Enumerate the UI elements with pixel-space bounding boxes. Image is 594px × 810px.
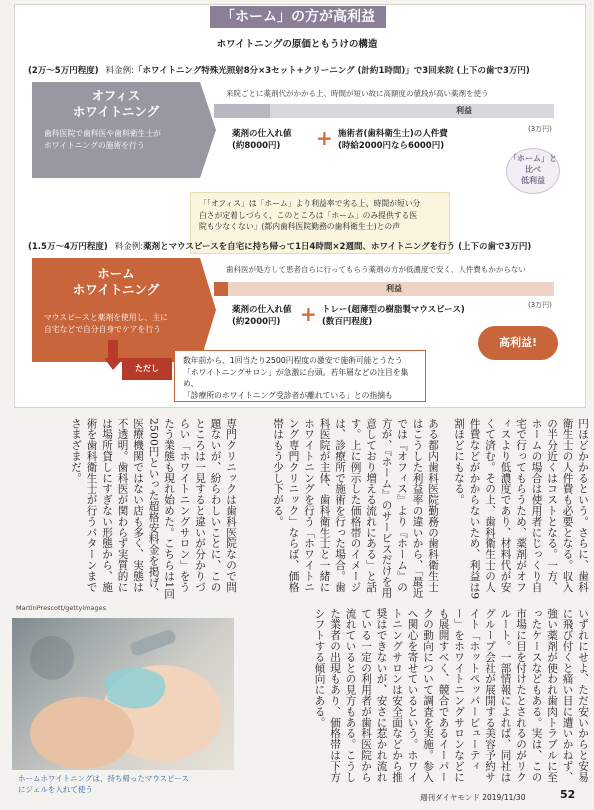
article-paragraph: いずれにせよ、ただ安いからと安易に飛び付くと痛い目に遭いかねず、強い薬剤が使われ歯肉トラブルに至ったケースなどもある。 xyxy=(530,608,589,783)
home-cost-drug: 薬剤の仕入れ値 (約2000円) xyxy=(232,305,292,327)
article-text-top-right xyxy=(440,418,590,600)
home-range: (1.5万〜4万円程度) xyxy=(28,242,108,252)
home-unit: (3万円) xyxy=(528,301,552,309)
article-text-top-middle xyxy=(238,418,440,600)
plus-icon-2: + xyxy=(300,302,317,326)
mouthpiece-photo xyxy=(12,618,234,770)
page-number: 52 xyxy=(560,788,576,801)
home-profit-bar xyxy=(214,282,554,296)
article-paragraph: 専門クリニックは歯科医院なので問題ないが、紛らわしいことに、このところは一見すると違いが分かりづらい「ホワイトニングサロン」をうたう業態も現れ始めた。 xyxy=(163,418,237,593)
article-paragraph: ホワイトニングサロンは安全面などから推奨はできないが、安さに惹かれ流れている一定の利用者が歯科医院から流れているとの見方もある。こうした業者の出現もあり、価格帯は下方シフトする傾向にある。 xyxy=(313,608,419,783)
infographic-title: 「ホーム」の方が高利益 xyxy=(210,6,386,28)
office-price-header xyxy=(28,64,583,76)
home-bar-note: 歯科医が処方して患者自らに行ってもらう薬剤の方が低濃度で安く、人件費もかからない xyxy=(226,265,526,274)
photo-credit: MartinPrescott/gettyimages xyxy=(16,604,106,612)
home-cost-segment xyxy=(214,282,228,296)
article-text-bottom xyxy=(238,608,590,784)
article-text-top-left xyxy=(14,418,238,600)
article-paragraph: 実は、この市場に目を付けたとされるのがリクルート。一部情報によれば、同社はグループ会社が展開する美容予約サイト「ホットペッパービューティー」をホワイトニングサロンなどにも展開すべく、競合であるイーパークの動向について調査を実施。参入へ関心を寄せているという。 xyxy=(406,608,543,783)
hygienist-quote: 「「オフィス」は「ホーム」より利益率で劣る上、時間が短い分 白さが定着しづらく、このところは「ホーム」のみ提供する医 院も少なくない」(都内歯科医院勤務の歯科衛生士)との声 xyxy=(190,192,450,254)
magazine-footer: 週刊ダイヤモンド 2019/11/30 xyxy=(420,793,526,802)
caveat-label: ただし xyxy=(122,358,172,380)
office-whitening-name: オフィス ホワイトニング xyxy=(72,88,160,119)
plus-icon: + xyxy=(316,126,333,150)
home-whitening-name: ホーム ホワイトニング xyxy=(72,266,160,297)
office-compare-badge: 「ホーム」と 比べ 低利益 xyxy=(506,148,560,194)
article-paragraph: 上に例示した価格帯のイメージは、診療所で施術を行った場合。歯科医院が主体、歯科衛生士と一緒にホワイトニングを行う「ホワイトニング専門クリニック」ならば、価格帯はもう少し下がる。 xyxy=(272,418,362,593)
office-whitening-card xyxy=(32,82,200,178)
office-whitening-desc: 歯科医院で歯科医や歯科衛生士が ホワイトニングの施術を行う xyxy=(44,129,161,150)
office-arrow-icon xyxy=(200,82,220,178)
home-arrow-icon xyxy=(200,258,220,362)
office-example-text: 「ホワイトニング特殊光照射8分×3セット+クリーニング (計約1時間)」で3回来院 (上下の歯で3万円) xyxy=(133,66,530,76)
caveat-box: 数年前から、1回当たり2500円程度の激安で施術可能とうたう 「ホワイトニングサロン」が急激に台頭。若年層などの注目を集め、 「診療所のホワイトニング受診者が離れている」との指摘も xyxy=(174,350,426,402)
home-example: 料金例:薬剤とマウスピースを自宅に持ち帰って1日4時間×2週間、ホワイトニングを行う (上下の歯で3万円) xyxy=(114,242,532,252)
office-profit-label: 利益 xyxy=(456,106,472,115)
office-cost-segment xyxy=(214,104,270,118)
home-whitening-desc: マウスピースと薬剤を使用し、主に 自宅などで自分自身でケアを行う xyxy=(44,313,168,334)
home-example-text: 薬剤とマウスピースを自宅に持ち帰って1日4時間×2週間、ホワイトニングを行う (上下の歯で3万円) xyxy=(143,242,532,252)
office-cost-drug: 薬剤の仕入れ値 (約8000円) xyxy=(232,129,292,151)
article-paragraph: 円ほどかかるという。さらに、歯科衛生士の人件費も必要となる。収入の半分近くはコストとなる。 xyxy=(546,418,589,593)
home-profit-label: 利益 xyxy=(386,284,402,293)
office-bar-note: 来院ごとに薬剤代がかかる上、時間が短い故に高額度の値段が高い薬剤を使う xyxy=(226,89,489,98)
office-cost-labor: 施術者(歯科衛生士)の人件費 (時給2000円なら6000円) xyxy=(338,129,448,151)
home-cost-tray: トレー(超薄型の樹脂製マウスピース) (数百円程度) xyxy=(322,305,465,327)
office-unit: (3万円) xyxy=(528,125,552,133)
article-paragraph: こちらは1回2500円といった超格安料金を掲げ、医療機関ではない店も多く、実態は不透明。歯科医が関わらず実質的には場所貸しにすぎない形態から、施術を歯科衛生士が行うパターンまでさまざまだ。 xyxy=(70,418,175,600)
office-range: (2万〜5万円程度) xyxy=(28,66,99,76)
article-paragraph: ある都内歯科医院勤務の歯科衛生士はこうした利益率の違いから、「最近では『オフィス』より『ホーム』の方が、『ホーム』のサービスだけを用意しており増える流れにある」と話す。 xyxy=(349,418,439,598)
office-profit-bar xyxy=(214,104,554,118)
home-price-header xyxy=(28,240,583,252)
high-profit-badge: 高利益! xyxy=(478,326,558,360)
infographic-subtitle: ホワイトニングの原価ともうけの構造 xyxy=(216,39,378,50)
photo-caption: ホームホワイトニングは、持ち帰ったマウスピース にジェルを入れて使う xyxy=(18,774,189,794)
article-paragraph: 一方、ホームの場合は使用者にじっくり自宅で行ってもらうため、薬剤がオフィスより低濃度であり、材料代が安くて済む。その上、歯科衛生士の人件費などがかからないため、利益は9割ほどにもなる。 xyxy=(453,418,558,600)
office-example: 料金例:「ホワイトニング特殊光照射8分×3セット+クリーニング (計約1時間)」で3回来院 (上下の歯で3万円) xyxy=(105,66,530,76)
down-arrow-icon xyxy=(104,340,124,370)
photo-illustration xyxy=(12,618,234,770)
